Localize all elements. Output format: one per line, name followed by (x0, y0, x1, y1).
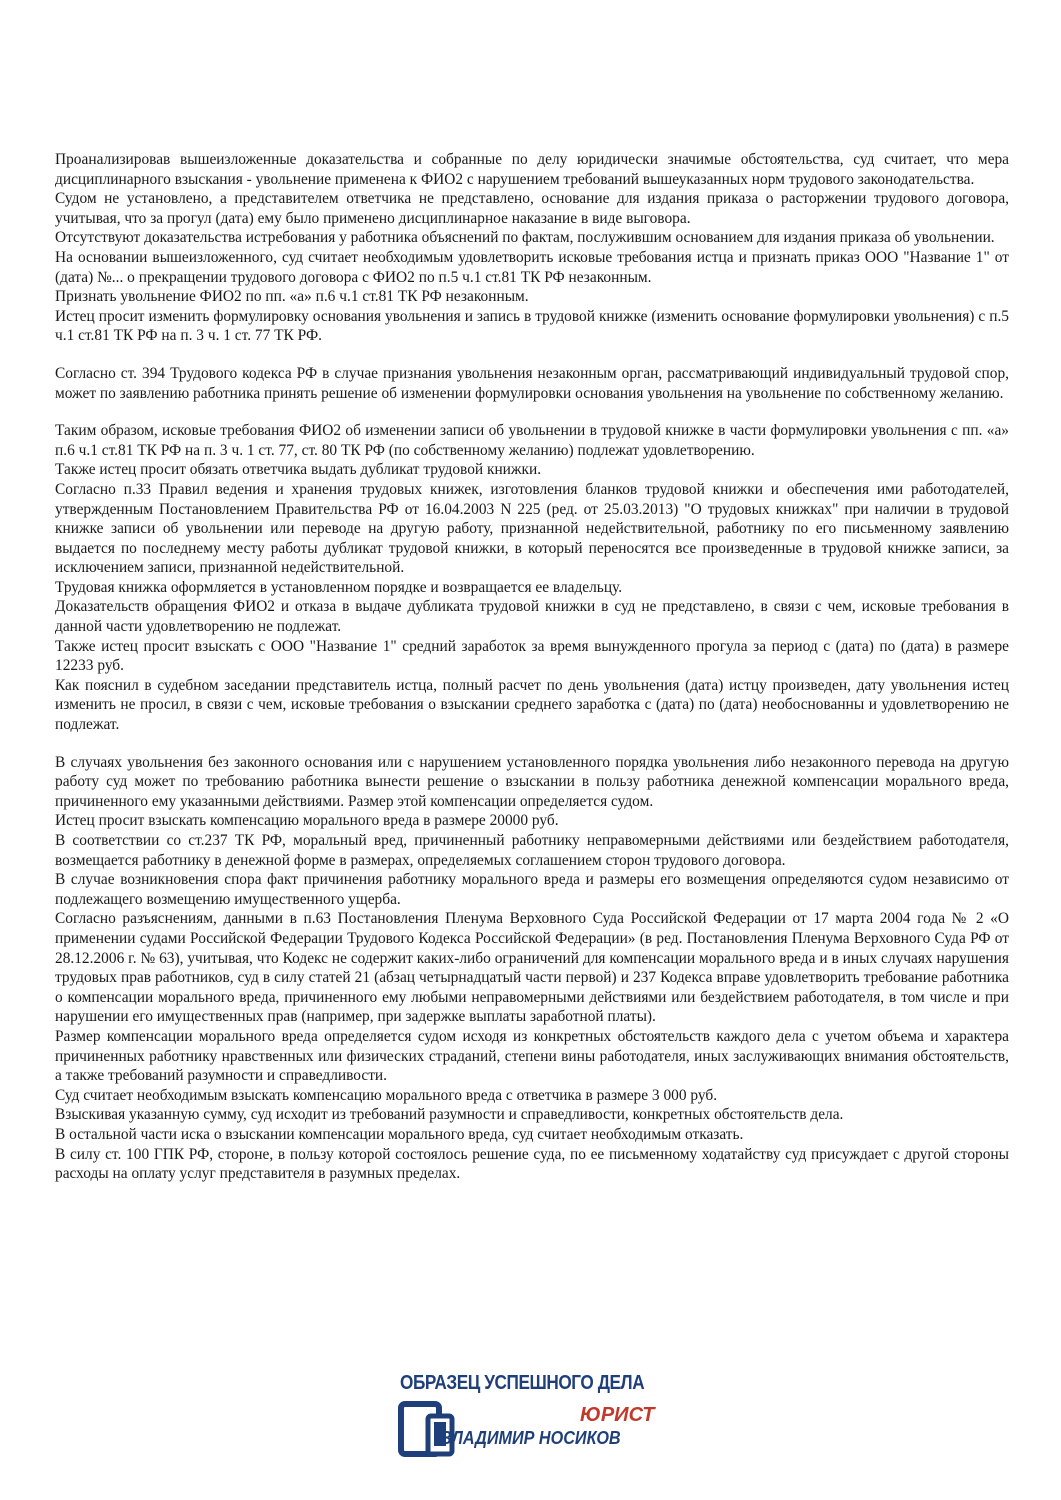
paragraph: Размер компенсации морального вреда определяется судом исходя из конкретных обстоятельств каждого дела с учетом объема и характера причиненных работнику нравственных или физических страданий, степени вины работодателя, иных заслуживающих внимания обстоятельств, а также требований разумности и справедливости. (55, 1027, 1009, 1085)
paragraph: Трудовая книжка оформляется в установленном порядке и возвращается ее владельцу. (55, 578, 623, 596)
logo-name: ВЛАДИМИР НОСИКОВ (440, 1428, 621, 1448)
paragraph: Согласно п.33 Правил ведения и хранения трудовых книжек, изготовления бланков трудовой книжки и обеспечения ими работодателей, утвержденным Постановлением Правительства РФ от 16.04.2003 N 225 (ред. от 25.03.2013) "О трудовых книжках" при наличии в трудовой книжке записи об увольнении или переводе на другую работу, признанной недействительной, работнику по его письменному заявлению выдается по последнему месту работы дубликат трудовой книжки, в который переносятся все произведенные в трудовой книжке записи, за исключением записи, признанной недействительной. (55, 480, 1009, 577)
paragraph: Согласно разъяснениям, данными в п.63 Постановления Пленума Верховного Суда Российской Федерации от 17 марта 2004 года № 2 «О применении судами Российской Федерации Трудового Кодекса Российской Федерации» (в ред. Постановления Пленума Верховного Суда РФ от 28.12.2006 г. № 63), учитывая, что Кодекс не содержит каких-либо ограничений для компенсации морального вреда и в иных случаях нарушения трудовых прав работников, суд в силу статей 21 (абзац четырнадцатый части первой) и 237 Кодекса вправе удовлетворить требование работника о компенсации морального вреда, причиненного ему любыми неправомерными действиями или бездействием работодателя, в том числе и при нарушении его имущественных прав (например, при задержке выплаты заработной платы). (55, 910, 1009, 1026)
paragraph: Отсутствуют доказательства истребования у работника объяснений по фактам, послужившим основанием для издания приказа об увольнении. (55, 229, 995, 247)
paragraph: Взыскивая указанную сумму, суд исходит из требований разумности и справедливости, конкретных обстоятельств дела. (55, 1106, 844, 1124)
paragraph: Доказательств обращения ФИО2 и отказа в выдаче дубликата трудовой книжки в суд не представлено, в связи с чем, исковые требования в данной части удовлетворению не подлежат. (55, 598, 1009, 636)
paragraph: В силу ст. 100 ГПК РФ, стороне, в пользу которой состоялось решение суда, по ее письменному ходатайству суд присуждает с другой стороны расходы на оплату услуг представителя в разумных пределах. (55, 1145, 1009, 1183)
paragraph: Суд считает необходимым взыскать компенсацию морального вреда с ответчика в размере 3 000 руб. (55, 1086, 718, 1104)
paragraph: Проанализировав вышеизложенные доказательства и собранные по делу юридически значимые обстоятельства, суд считает, что мера дисциплинарного взыскания - увольнение применена к ФИО2 с нарушением требований вышеуказанных норм трудового законодательства. (55, 151, 1009, 188)
paragraph: Согласно ст. 394 Трудового кодекса РФ в случае признания увольнения незаконным орган, рассматривающий индивидуальный трудовой спор, может по заявлению работника принять решение об изменении формулировки основания увольнения на увольнение по собственному желанию. (55, 364, 1009, 402)
paragraph: Истец просит взыскать компенсацию морального вреда в размере 20000 руб. (55, 812, 559, 830)
document-body (55, 150, 1009, 1184)
paragraph: Таким образом, исковые требования ФИО2 об изменении записи об увольнении в трудовой книжке в части формулировки увольнения с пп. «а» п.6 ч.1 ст.81 ТК РФ на п. 3 ч. 1 ст. 77, ст. 80 ТК РФ (по собственному желанию) подлежат удовлетворению. (55, 422, 1009, 459)
paragraph: В остальной части иска о взыскании компенсации морального вреда, суд считает необходимым отказать. (55, 1125, 744, 1143)
paragraph: Истец просит изменить формулировку основания увольнения и запись в трудовой книжке (изменить основание формулировки увольнения) с п.5 ч.1 ст.81 ТК РФ на п. 3 ч. 1 ст. 77 ТК РФ. (55, 307, 1009, 345)
paragraph: Судом не установлено, а представителем ответчика не представлено, основание для издания приказа о расторжении трудового договора, учитывая, что за прогул (дата) ему было применено дисциплинарное наказание в виде выговора. (55, 190, 1009, 227)
lawyer-logo (398, 1372, 662, 1460)
paragraph: В соответствии со ст.237 ТК РФ, моральный вред, причиненный работнику неправомерными действиями или бездействием работодателя, возмещается работнику в денежной форме в размерах, определяемых соглашением сторон трудового договора. (55, 832, 1009, 869)
paragraph: Также истец просит взыскать с ООО "Название 1" средний заработок за время вынужденного прогула за период с (дата) по (дата) в размере 12233 руб. (55, 637, 1009, 675)
paragraph: В случаях увольнения без законного основания или с нарушением установленного порядка увольнения либо незаконного перевода на другую работу суд может по требованию работника вынести решение о взыскании в пользу работника денежной компенсации морального вреда, причиненного ему указанными действиями. Размер этой компенсации определяется судом. (55, 753, 1009, 810)
paragraph: На основании вышеизложенного, суд считает необходимым удовлетворить исковые требования истца и признать приказ ООО "Название 1" от (дата) №... о прекращении трудового договора с ФИО2 по п.5 ч.1 ст.81 ТК РФ незаконным. (55, 248, 1009, 286)
paragraph: В случае возникновения спора факт причинения работнику морального вреда и размеры его возмещения определяются судом независимо от подлежащего возмещению имущественного ущерба. (55, 871, 1009, 908)
paragraph: Признать увольнение ФИО2 по пп. «а» п.6 ч.1 ст.81 ТК РФ незаконным. (55, 288, 529, 306)
logo-title: ОБРАЗЕЦ УСПЕШНОГО ДЕЛА (400, 1372, 645, 1394)
paragraph: Как пояснил в судебном заседании представитель истца, полный расчет по день увольнения (дата) истцу произведен, дату увольнения истец изменить не просил, в связи с чем, исковые требования о взыскании среднего заработка с (дата) по (дата) необоснованны и удовлетворению не подлежат. (55, 676, 1009, 734)
logo-subtitle: ЮРИСТ (580, 1404, 655, 1426)
paragraph: Также истец просит обязать ответчика выдать дубликат трудовой книжки. (55, 461, 542, 479)
